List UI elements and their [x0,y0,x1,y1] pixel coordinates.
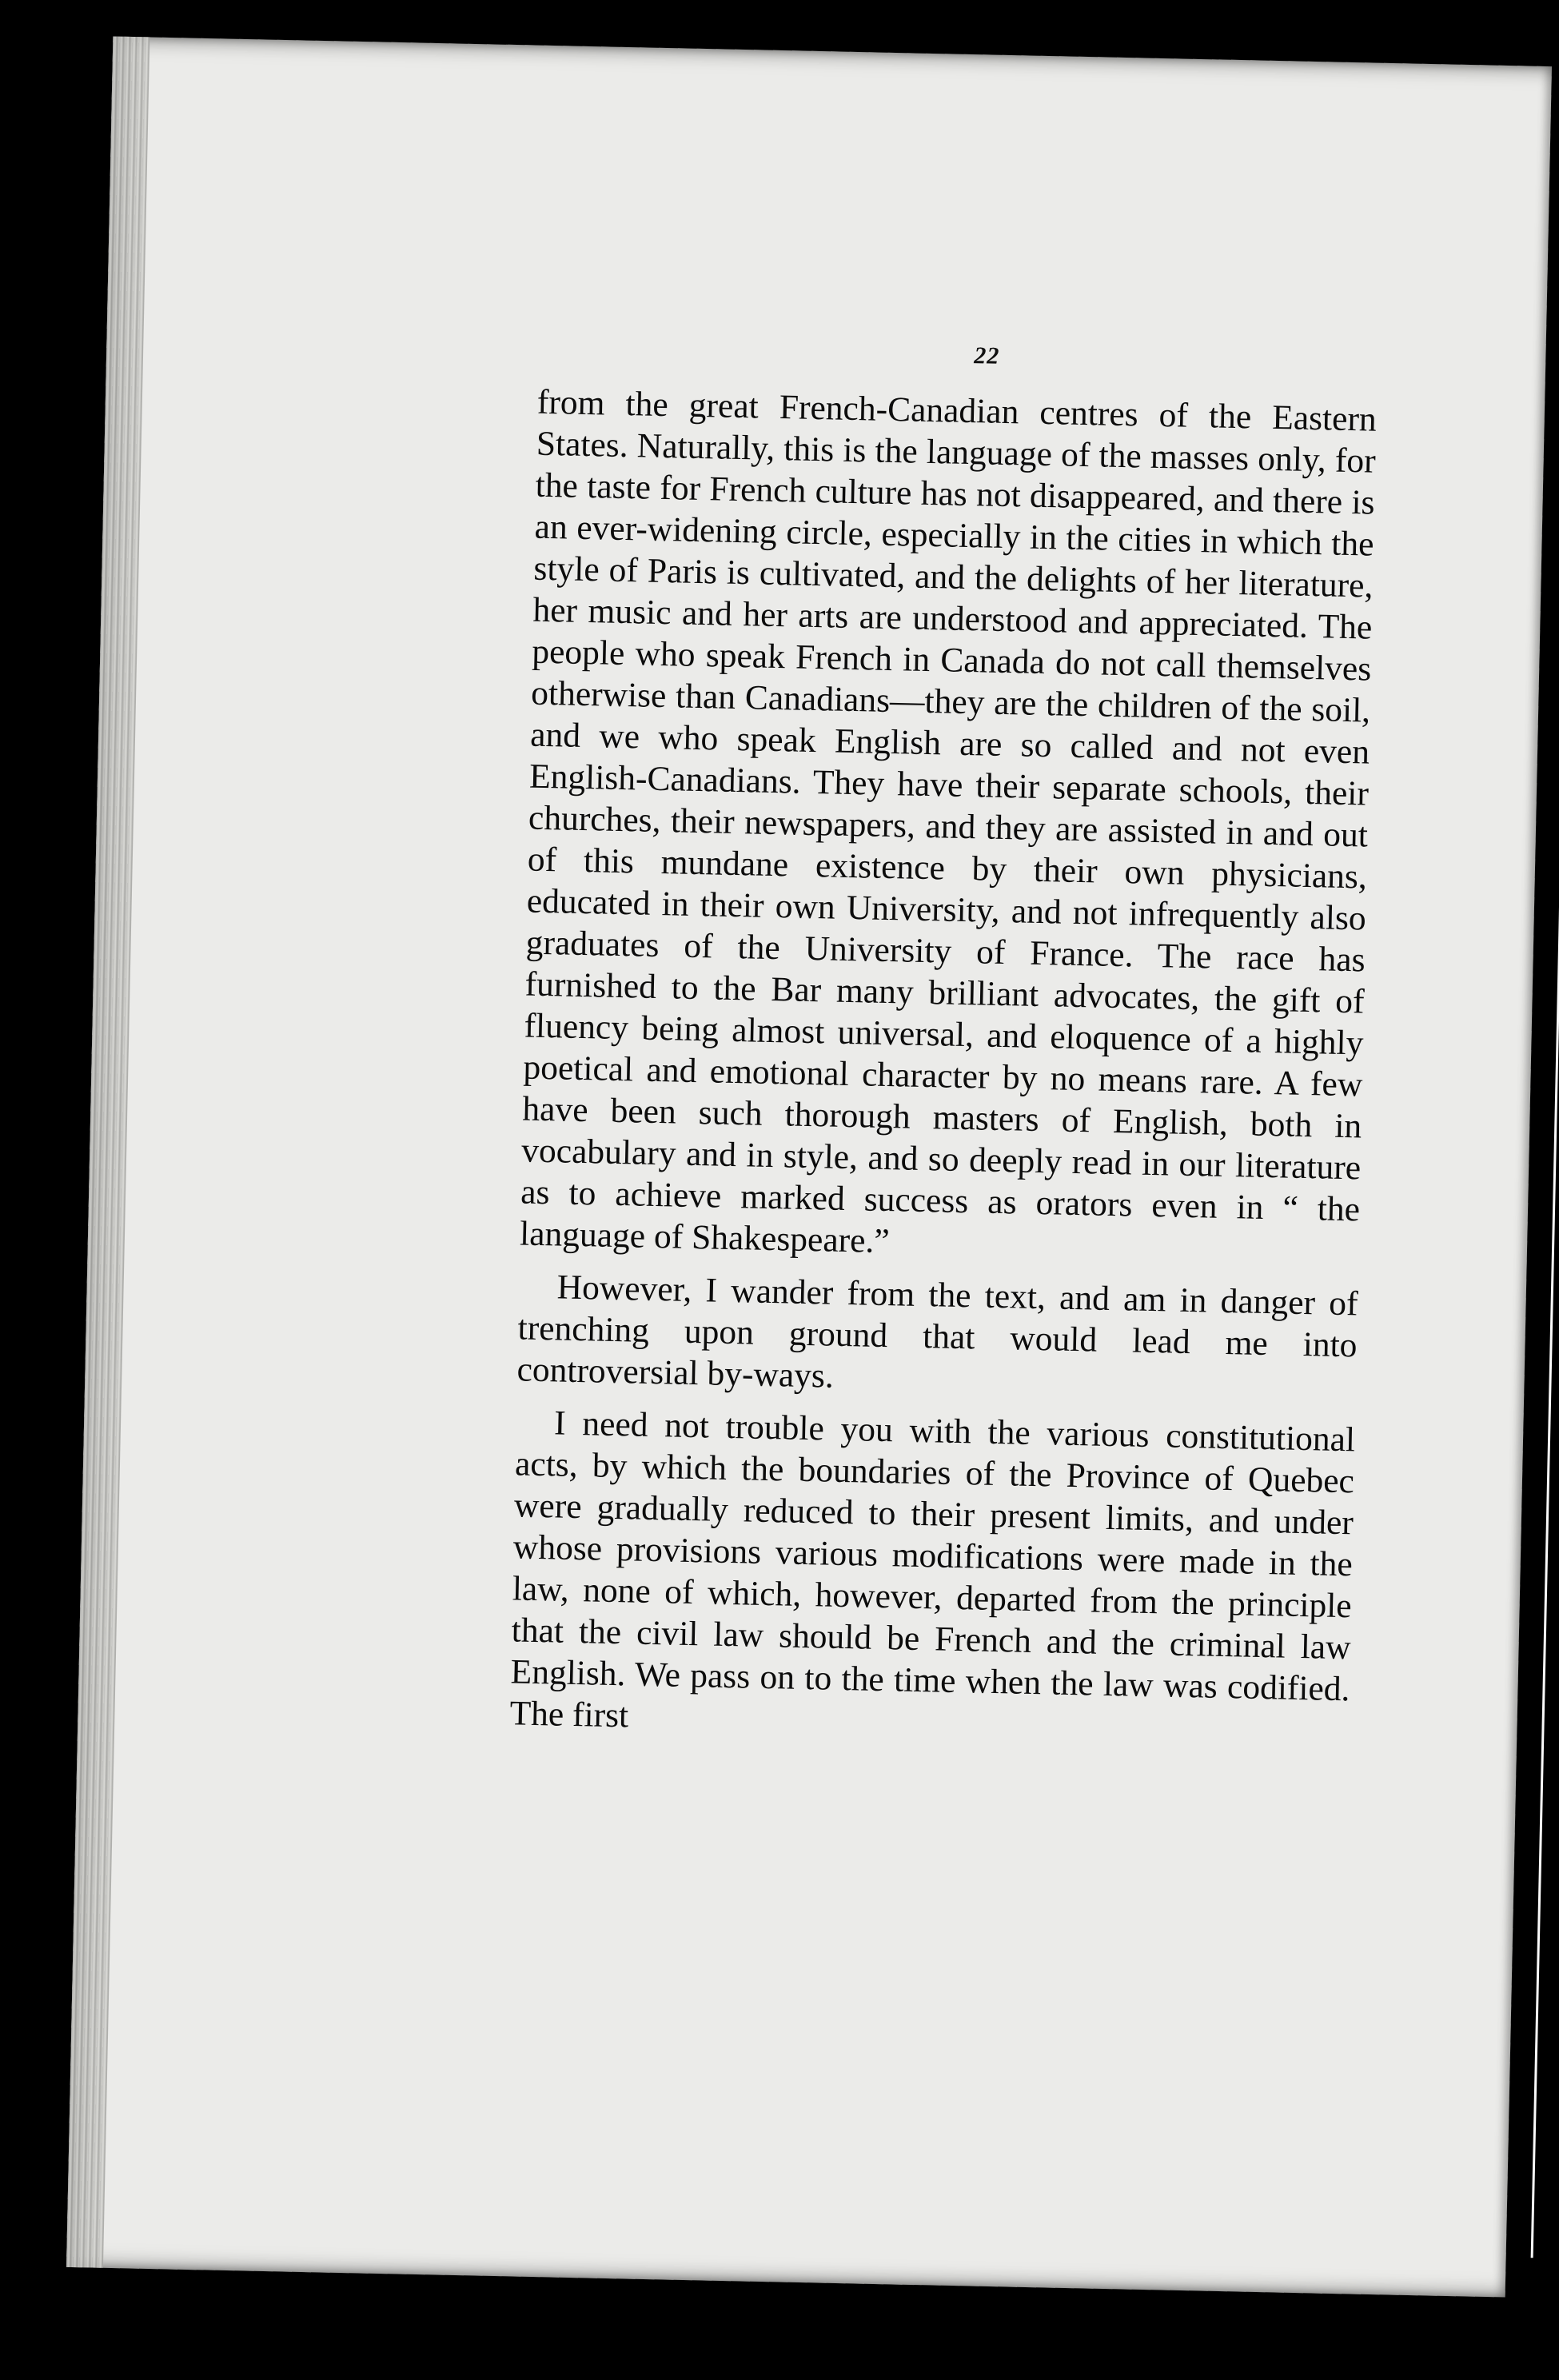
paragraph-2: However, I wander from the text, and am in danger of trenching upon ground that would lead me into controversial by-ways. [516,1268,1359,1396]
body-text [509,381,1377,1752]
paragraph-3: I need not trouble you with the various constitutional acts, by which the boundaries of the Province of Quebec were gradually reduced to their present limits, and under whose provisions various modifications were made in the law, none of which, however, departed from the principle that the civil law should be French and the criminal law English. We pass on to the time when the law was codified. The first [509,1404,1356,1735]
page-number: 22 [973,342,1000,369]
book-page [66,36,1552,2297]
page-binding-edge [66,36,150,2267]
page-border-line [1531,99,1559,2258]
paragraph-1: from the great French-Canadian centres of the Eastern States. Naturally, this is the language of the masses only, for the taste for French culture has not disappeared, and there is an ever-widening circle, especially in the cities in which the style of Paris is cultivated, and the delights of her literature, her music and her arts are understood and appreciated. The people who speak French in Canada do not call themselves otherwise than Canadians—they are the children of the soil, and we who speak English are so called and not even English-Canadians. They have their separate schools, their churches, their newspapers, and they are assisted in and out of this mundane existence by their own physicians, educated in their own University, and not infrequently also graduates of the University of France. The race has furnished to the Bar many brilliant advocates, the gift of fluency being almost universal, and eloquence of a highly poetical and emotional character by no means rare. A few have been such thorough masters of English, both in vocabulary and in style, and so deeply read in our literature as to achieve marked success as orators even in “ the language of Shakespeare.” [519,382,1378,1261]
